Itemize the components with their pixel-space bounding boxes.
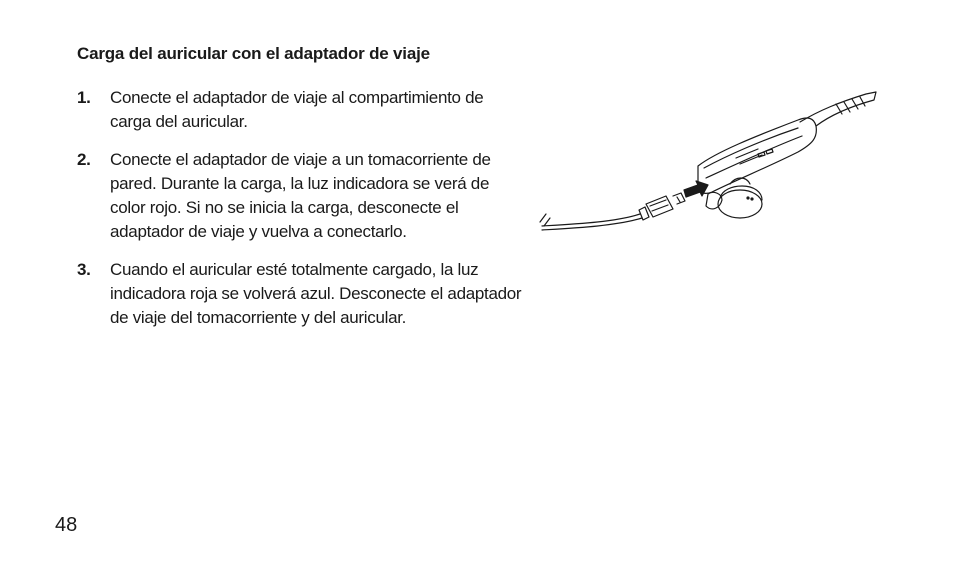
step-number: 2. <box>77 150 91 169</box>
instruction-step-1 <box>77 86 527 134</box>
instruction-step-2 <box>77 148 527 244</box>
step-number: 3. <box>77 260 91 279</box>
charger-cable <box>540 214 642 230</box>
charging-port-cover <box>706 192 722 208</box>
step-text: Conecte el adaptador de viaje al compartimiento de carga del auricular. <box>110 88 484 131</box>
insert-arrow-icon <box>684 181 708 197</box>
charger-plug <box>639 193 685 220</box>
section-heading: Carga del auricular con el adaptador de viaje <box>77 44 430 63</box>
step-text: Conecte el adaptador de viaje a un tomacorriente de pared. Durante la carga, la luz indicadora se verá de color rojo. Si no se inicia la carga, desconecte el adaptador de viaje y vuelva a conectarlo. <box>110 150 491 241</box>
instruction-step-3 <box>77 258 527 330</box>
step-text: Cuando el auricular esté totalmente cargado, la luz indicadora roja se volverá azul. Desconecte el adaptador de viaje del tomacorriente y del auricular. <box>110 260 522 327</box>
headset-body <box>698 118 817 193</box>
headset-earpiece <box>718 178 762 218</box>
instruction-list <box>77 86 527 344</box>
headset-charging-illustration <box>536 86 882 236</box>
page-number: 48 <box>55 514 78 536</box>
headset-ear-hook <box>800 92 876 126</box>
step-number: 1. <box>77 88 91 107</box>
